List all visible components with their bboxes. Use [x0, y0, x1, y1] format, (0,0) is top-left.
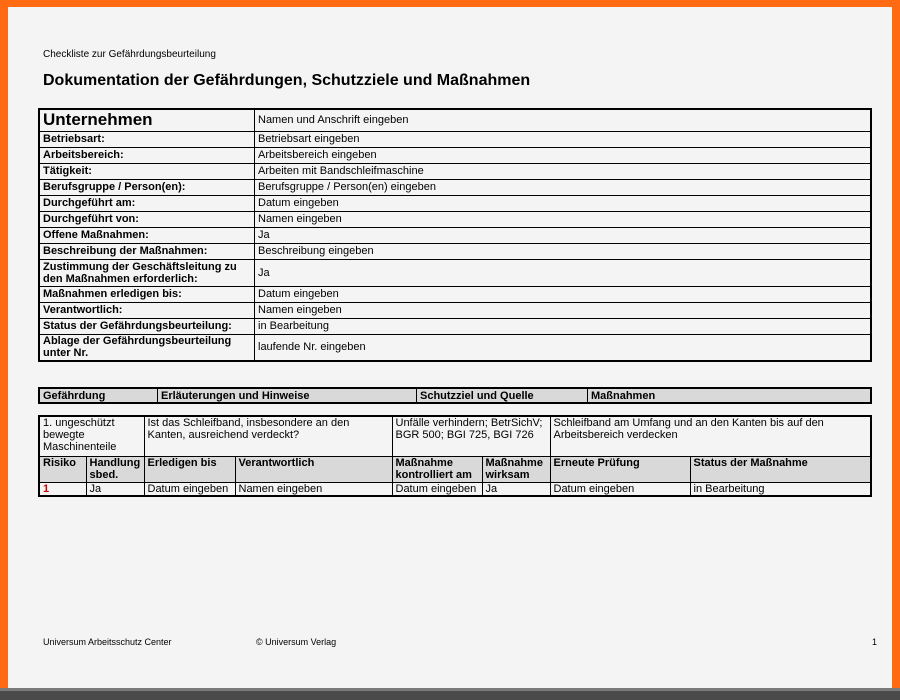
info-row	[39, 147, 871, 163]
sub-values-row	[39, 482, 871, 496]
info-label: Zustimmung der Geschäftsleitung zu den Maßnahmen erforderlich:	[39, 259, 255, 286]
info-row	[39, 163, 871, 179]
info-label: Durchgeführt von:	[39, 211, 255, 227]
document-page	[8, 7, 892, 688]
sub-header-verantwortlich: Verantwortlich	[235, 456, 392, 482]
info-value[interactable]: Ja	[255, 227, 872, 243]
company-label: Unternehmen	[39, 109, 255, 131]
pruefung-value[interactable]: Datum eingeben	[550, 482, 690, 496]
info-label: Maßnahmen erledigen bis:	[39, 286, 255, 302]
status-value[interactable]: in Bearbeitung	[690, 482, 871, 496]
info-label: Beschreibung der Maßnahmen:	[39, 243, 255, 259]
info-row	[39, 131, 871, 147]
header-erlaeuterungen: Erläuterungen und Hinweise	[158, 388, 417, 403]
info-label: Offene Maßnahmen:	[39, 227, 255, 243]
sub-header-risiko: Risiko	[39, 456, 86, 482]
info-label: Betriebsart:	[39, 131, 255, 147]
info-row	[39, 318, 871, 334]
hazard-massnahmen[interactable]: Schleifband am Umfang und an den Kanten bis auf den Arbeitsbereich verdecken	[550, 416, 871, 456]
company-info-table	[38, 108, 872, 362]
document-title: Dokumentation der Gefährdungen, Schutzziele und Maßnahmen	[43, 72, 531, 89]
info-label: Tätigkeit:	[39, 163, 255, 179]
company-value[interactable]: Namen und Anschrift eingeben	[255, 109, 872, 131]
info-row	[39, 286, 871, 302]
info-row	[39, 227, 871, 243]
sub-header-wirksam: Maßnahme wirksam	[482, 456, 550, 482]
hazard-row	[39, 416, 871, 456]
info-row	[39, 302, 871, 318]
footer-copyright: © Universum Verlag	[256, 637, 337, 647]
erledigen-value[interactable]: Datum eingeben	[144, 482, 235, 496]
info-label: Status der Gefährdungsbeurteilung:	[39, 318, 255, 334]
info-value[interactable]: Arbeitsbereich eingeben	[255, 147, 872, 163]
info-value[interactable]: in Bearbeitung	[255, 318, 872, 334]
handlung-value[interactable]: Ja	[86, 482, 144, 496]
footer-page-number: 1	[872, 637, 878, 647]
info-value[interactable]: Namen eingeben	[255, 302, 872, 318]
info-value[interactable]: Berufsgruppe / Person(en) eingeben	[255, 179, 872, 195]
info-label: Durchgeführt am:	[39, 195, 255, 211]
info-value[interactable]: Ja	[255, 259, 872, 286]
sub-header-kontrolliert: Maßnahme kontrolliert am	[392, 456, 482, 482]
info-row	[39, 334, 871, 361]
info-row	[39, 195, 871, 211]
info-row	[39, 211, 871, 227]
risk-value[interactable]: 1	[39, 482, 86, 496]
info-value[interactable]: laufende Nr. eingeben	[255, 334, 872, 361]
wirksam-value[interactable]: Ja	[482, 482, 550, 496]
sub-header-pruefung: Erneute Prüfung	[550, 456, 690, 482]
info-label: Berufsgruppe / Person(en):	[39, 179, 255, 195]
info-value[interactable]: Datum eingeben	[255, 195, 872, 211]
info-row	[39, 259, 871, 286]
sub-header-erledigen: Erledigen bis	[144, 456, 235, 482]
info-value[interactable]: Namen eingeben	[255, 211, 872, 227]
hazard-header-table	[38, 387, 872, 404]
info-row	[39, 179, 871, 195]
kontrolliert-value[interactable]: Datum eingeben	[392, 482, 482, 496]
company-row	[39, 109, 871, 131]
verantwortlich-value[interactable]: Namen eingeben	[235, 482, 392, 496]
checklist-subtitle: Checkliste zur Gefährdungsbeurteilung	[43, 49, 216, 60]
bottom-bar-stripe	[0, 688, 900, 691]
info-value[interactable]: Arbeiten mit Bandschleifmaschine	[255, 163, 872, 179]
info-value[interactable]: Beschreibung eingeben	[255, 243, 872, 259]
header-massnahmen: Maßnahmen	[588, 388, 872, 403]
hazard-erlaeuterung: Ist das Schleifband, insbesondere an den Kanten, ausreichend verdeckt?	[144, 416, 392, 456]
info-value[interactable]: Datum eingeben	[255, 286, 872, 302]
sub-header-status: Status der Maßnahme	[690, 456, 871, 482]
header-gefaehrdung: Gefährdung	[39, 388, 158, 403]
info-label: Ablage der Gefährdungsbeurteilung unter Nr.	[39, 334, 255, 361]
hazard-table	[38, 415, 872, 497]
bottom-bar	[0, 688, 900, 700]
info-value[interactable]: Betriebsart eingeben	[255, 131, 872, 147]
footer-publisher: Universum Arbeitsschutz Center	[43, 637, 172, 647]
hazard-schutzziel: Unfälle verhindern; BetrSichV; BGR 500; BGI 725, BGI 726	[392, 416, 550, 456]
sub-header-row	[39, 456, 871, 482]
sub-header-handlung: Handlung sbed.	[86, 456, 144, 482]
info-label: Arbeitsbereich:	[39, 147, 255, 163]
header-schutzziel: Schutzziel und Quelle	[417, 388, 588, 403]
hazard-gefaehrdung: 1. ungeschützt bewegte Maschinenteile	[39, 416, 144, 456]
info-label: Verantwortlich:	[39, 302, 255, 318]
info-row	[39, 243, 871, 259]
